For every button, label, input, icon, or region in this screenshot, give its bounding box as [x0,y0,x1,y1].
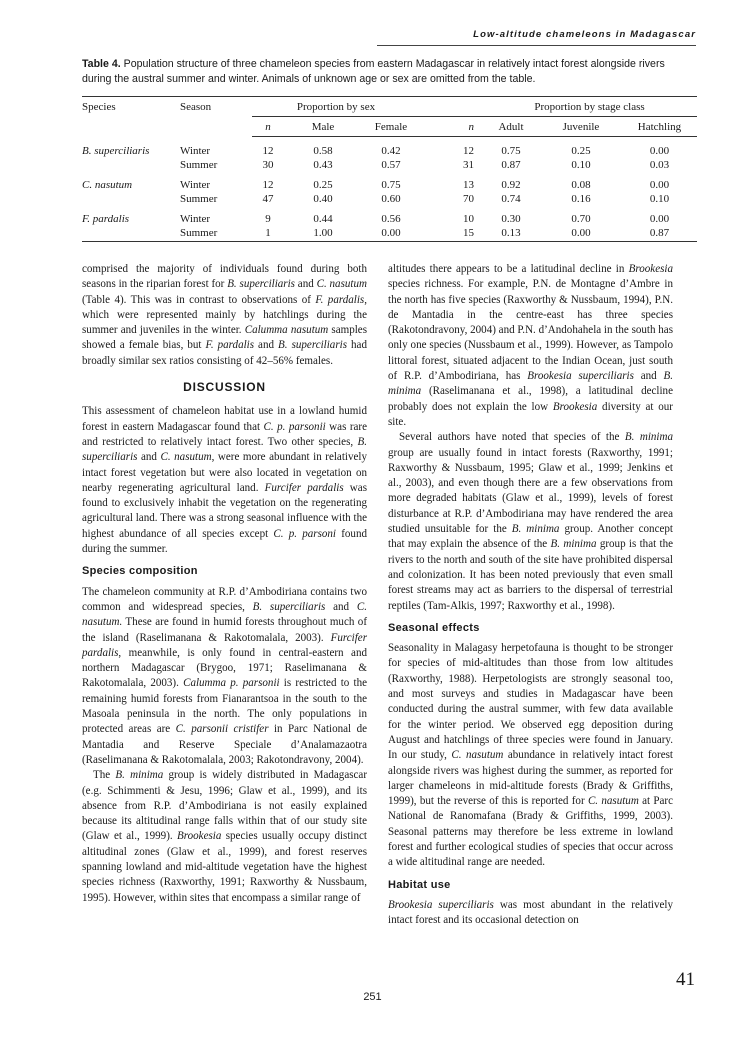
right-paragraph-2: Several authors have noted that species of the B. minima group are usually found in intact forests (Raxworthy, 1991; Raxworthy & Nussbaum, 1995; Glaw et al., 1999; Jenkins et al., 2003), and even though there are a few observations from more degraded habitats (Glaw et al., 1999), levels of forest disturbance at R.P. d’Ambodiriana may have rendered the area studied unsuitable for the B. minima group. Another concept that may explain the absence of the B. minima group is that the rivers to the north and south of the site have prohibited dispersal and colonization. It has been noted previously that even small forest streams may act as barriers to the dispersal of terrestrial reptiles (Tam-Alkis, 1997; Raxworthy et al., 1998). [388,431,673,612]
discussion-heading: DISCUSSION [183,380,266,395]
cell-adult: 0.13 [501,227,521,240]
cell-n-stage: 31 [463,158,474,171]
cell-juvenile: 0.25 [571,144,591,157]
th-male: Male [284,117,362,137]
table-header-row-2 [82,117,697,137]
table-label: Table 4. [82,58,121,70]
cell-female: 0.00 [381,227,401,240]
cell-juvenile: 0.00 [571,227,591,240]
cell-n-stage: 70 [463,192,474,205]
table-caption-text: Population structure of three chameleon species from eastern Madagascar in relatively intact forest alongside rivers during the austral summer and winter. Animals of unknown age or sex are omitted from the table. [82,58,665,85]
table-row [82,226,697,242]
species-composition-heading: Species composition [82,565,198,578]
table-caption [82,57,697,87]
cell-male: 0.40 [313,192,333,205]
table-row [82,192,697,206]
cell-hatchling: 0.00 [649,212,670,225]
cell-season: Summer [180,227,218,240]
table-row [82,158,697,172]
th-juvenile: Juvenile [540,117,622,137]
cell-n-sex: 30 [262,158,274,171]
cell-adult: 0.87 [501,158,521,171]
cell-hatchling: 0.00 [649,178,670,191]
left-paragraph-1: comprised the majority of individuals found during both seasons in the riparian forest for B. superciliaris and C. nasutum (Table 4). This was in contrast to observations of F. pardalis, which were represented mainly by hatchlings during the summer and juveniles in the winter. Calumma nasutum samples showed a female bias, but F. pardalis and B. superciliaris had broadly similar sex ratios consisting of 42–56% females. [82,263,367,367]
cell-n-stage: 13 [463,178,474,191]
left-paragraph-2: This assessment of chameleon habitat use in a lowland humid forest in eastern Madagascar found that C. p. parsonii was rare and restricted to relatively intact forest. Two other species, B. superciliaris and C. nasutum, were more abundant in relatively intact forest vegetation but were also located in vegetation on nearby regenerating agricultural land. Furcifer pardalis was found to exclusively inhabit the vegetation on the regenerating agricultural land. There was a strong seasonal influence with the highest abundance of all species except C. p. parsoni found during the summer. [82,405,367,556]
th-adult: Adult [482,117,540,137]
cell-juvenile: 0.70 [571,212,591,225]
th-n-sex: n [252,117,284,137]
cell-adult: 0.30 [501,212,521,225]
header-rule [377,45,696,46]
th-species: Species [82,100,116,113]
right-paragraph-4: Brookesia superciliaris was most abundant in the relatively intact forest and its occasional detection on [388,898,673,927]
habitat-use-heading: Habitat use [388,878,451,891]
seasonal-effects-heading: Seasonal effects [388,621,480,634]
cell-juvenile: 0.16 [571,192,591,205]
table-row [82,212,697,226]
cell-adult: 0.92 [501,178,521,191]
cell-season: Winter [180,178,211,191]
left-paragraph-4: The B. minima group is widely distributed in Madagascar (e.g. Schimmenti & Jesu, 1996; Glaw et al., 1999), and its absence from R.P. d’Ambodiriana is not easily explained because its altitudinal range falls within that of our study site (Glaw et al., 1999). Brookesia species usually occupy distinct altitudinal zones (Glaw et al., 1999), and forest reserves spanning lowland and mid-altitude vegetation have the highest species richness (Raxworthy, 1991; Raxworthy & Nussbaum, 1995). However, within sites that encompass a similar range of [82,769,368,904]
cell-male: 0.43 [313,158,333,171]
cell-species: B. superciliaris [82,144,150,157]
cell-n-sex: 12 [262,144,274,157]
cell-n-stage: 12 [463,144,474,157]
table-header-row-1 [82,97,697,117]
cell-n-sex: 1 [265,227,271,240]
cell-hatchling: 0.00 [649,144,670,157]
sheet-number: 41 [676,969,695,990]
cell-adult: 0.75 [501,144,521,157]
cell-juvenile: 0.08 [571,178,591,191]
right-column [388,262,673,928]
cell-n-stage: 15 [463,227,474,240]
cell-species [82,192,180,206]
cell-male: 0.44 [313,212,333,225]
page-number: 251 [363,991,382,1003]
cell-species [82,158,180,172]
th-female: Female [362,117,420,137]
cell-n-sex: 12 [262,178,274,191]
cell-hatchling: 0.87 [649,227,670,240]
cell-female: 0.56 [381,212,401,225]
th-hatchling: Hatchling [622,117,697,137]
cell-hatchling: 0.10 [649,192,670,205]
th-season: Season [180,100,212,113]
cell-female: 0.75 [381,178,401,191]
cell-species [82,226,180,242]
cell-season: Winter [180,144,211,157]
cell-species: C. nasutum [82,178,133,191]
left-paragraph-3: The chameleon community at R.P. d’Ambodiriana contains two common and widespread species, B. superciliaris and C. nasutum. These are found in humid forests throughout much of the island (Raselimanana & Rakotomalala, 2003). Furcifer pardalis, meanwhile, is only found in central-eastern and northern Madagascar (Brygoo, 1971; Raselimanana & Rakotomalala, 2003). Calumma p. parsonii is restricted to the remaining humid forests from Fianarantsoa in the south to the Masoala peninsula in the north. The only populations in protected areas are C. parsonii cristifer in Parc National de Mantadia and Reserve Speciale d’Analamazaotra (Raselimanana & Rakotomalala, 2003; Rakotondravony, 2004). [82,585,368,766]
table-row [82,144,697,158]
cell-male: 1.00 [313,227,333,240]
cell-female: 0.42 [381,144,401,157]
right-paragraph-1: altitudes there appears to be a latitudinal decline in Brookesia species richness. For example, P.N. de Montagne d’Ambre in the north has five species (Raxworthy & Nussbaum, 1994), P.N. de Mantadia in the centre-east has three species (Rakotondravony, 2004) and P.N. d’Andohahela in the south has only one species (Nussbaum et al., 1999). However, as Tampolo littoral forest, situated adjacent to the Indian Ocean, just south of R.P. d’Ambodiriana, has Brookesia superciliaris and B. minima (Raselimanana et al., 1998), a latitudinal decline probably does not explain the low Brookesia diversity at our site. [388,263,673,428]
cell-female: 0.60 [381,192,401,205]
cell-n-sex: 9 [265,212,271,225]
cell-male: 0.25 [313,178,333,191]
cell-n-sex: 47 [262,192,274,205]
cell-season: Summer [180,158,218,171]
cell-season: Winter [180,212,211,225]
running-title: Low-altitude chameleons in Madagascar [473,29,696,40]
cell-season: Summer [180,192,218,205]
th-sex-group: Proportion by sex [296,100,376,113]
right-paragraph-3: Seasonality in Malagasy herpetofauna is thought to be stronger for species of mid-altitudes than those from low altitudes (Raxworthy, 1988). Herpetologists are strongly seasonal too, and most surveys and studies in Madagascar have been conducted during the austral summer, with few data available for the winter period. We observed egg deposition during August and hatchlings of three species were found in January. In our study, C. nasutum abundance in relatively intact forest alongside rivers was highest during the summer, as reported for larger chameleons in mid-altitude forests (Brady & Griffiths, 1999), but the reverse of this is reported for C. nasutum at Parc National de Ranomafana (Brady & Griffiths, 1999, 2003). Seasonal patterns may therefore be less extreme in lowland forest and further ecological studies of species that occur across a wide altitudinal range are needed. [388,642,674,869]
left-column [82,262,367,906]
cell-hatchling: 0.03 [649,158,670,171]
cell-species: F. pardalis [82,212,130,225]
th-stage-group: Proportion by stage class [534,100,645,113]
th-n-stage: n [420,117,482,137]
cell-male: 0.58 [313,144,333,157]
cell-adult: 0.74 [501,192,521,205]
cell-n-stage: 10 [463,212,474,225]
cell-juvenile: 0.10 [571,158,591,171]
population-table [82,96,697,242]
table-row [82,178,697,192]
cell-female: 0.57 [381,158,401,171]
